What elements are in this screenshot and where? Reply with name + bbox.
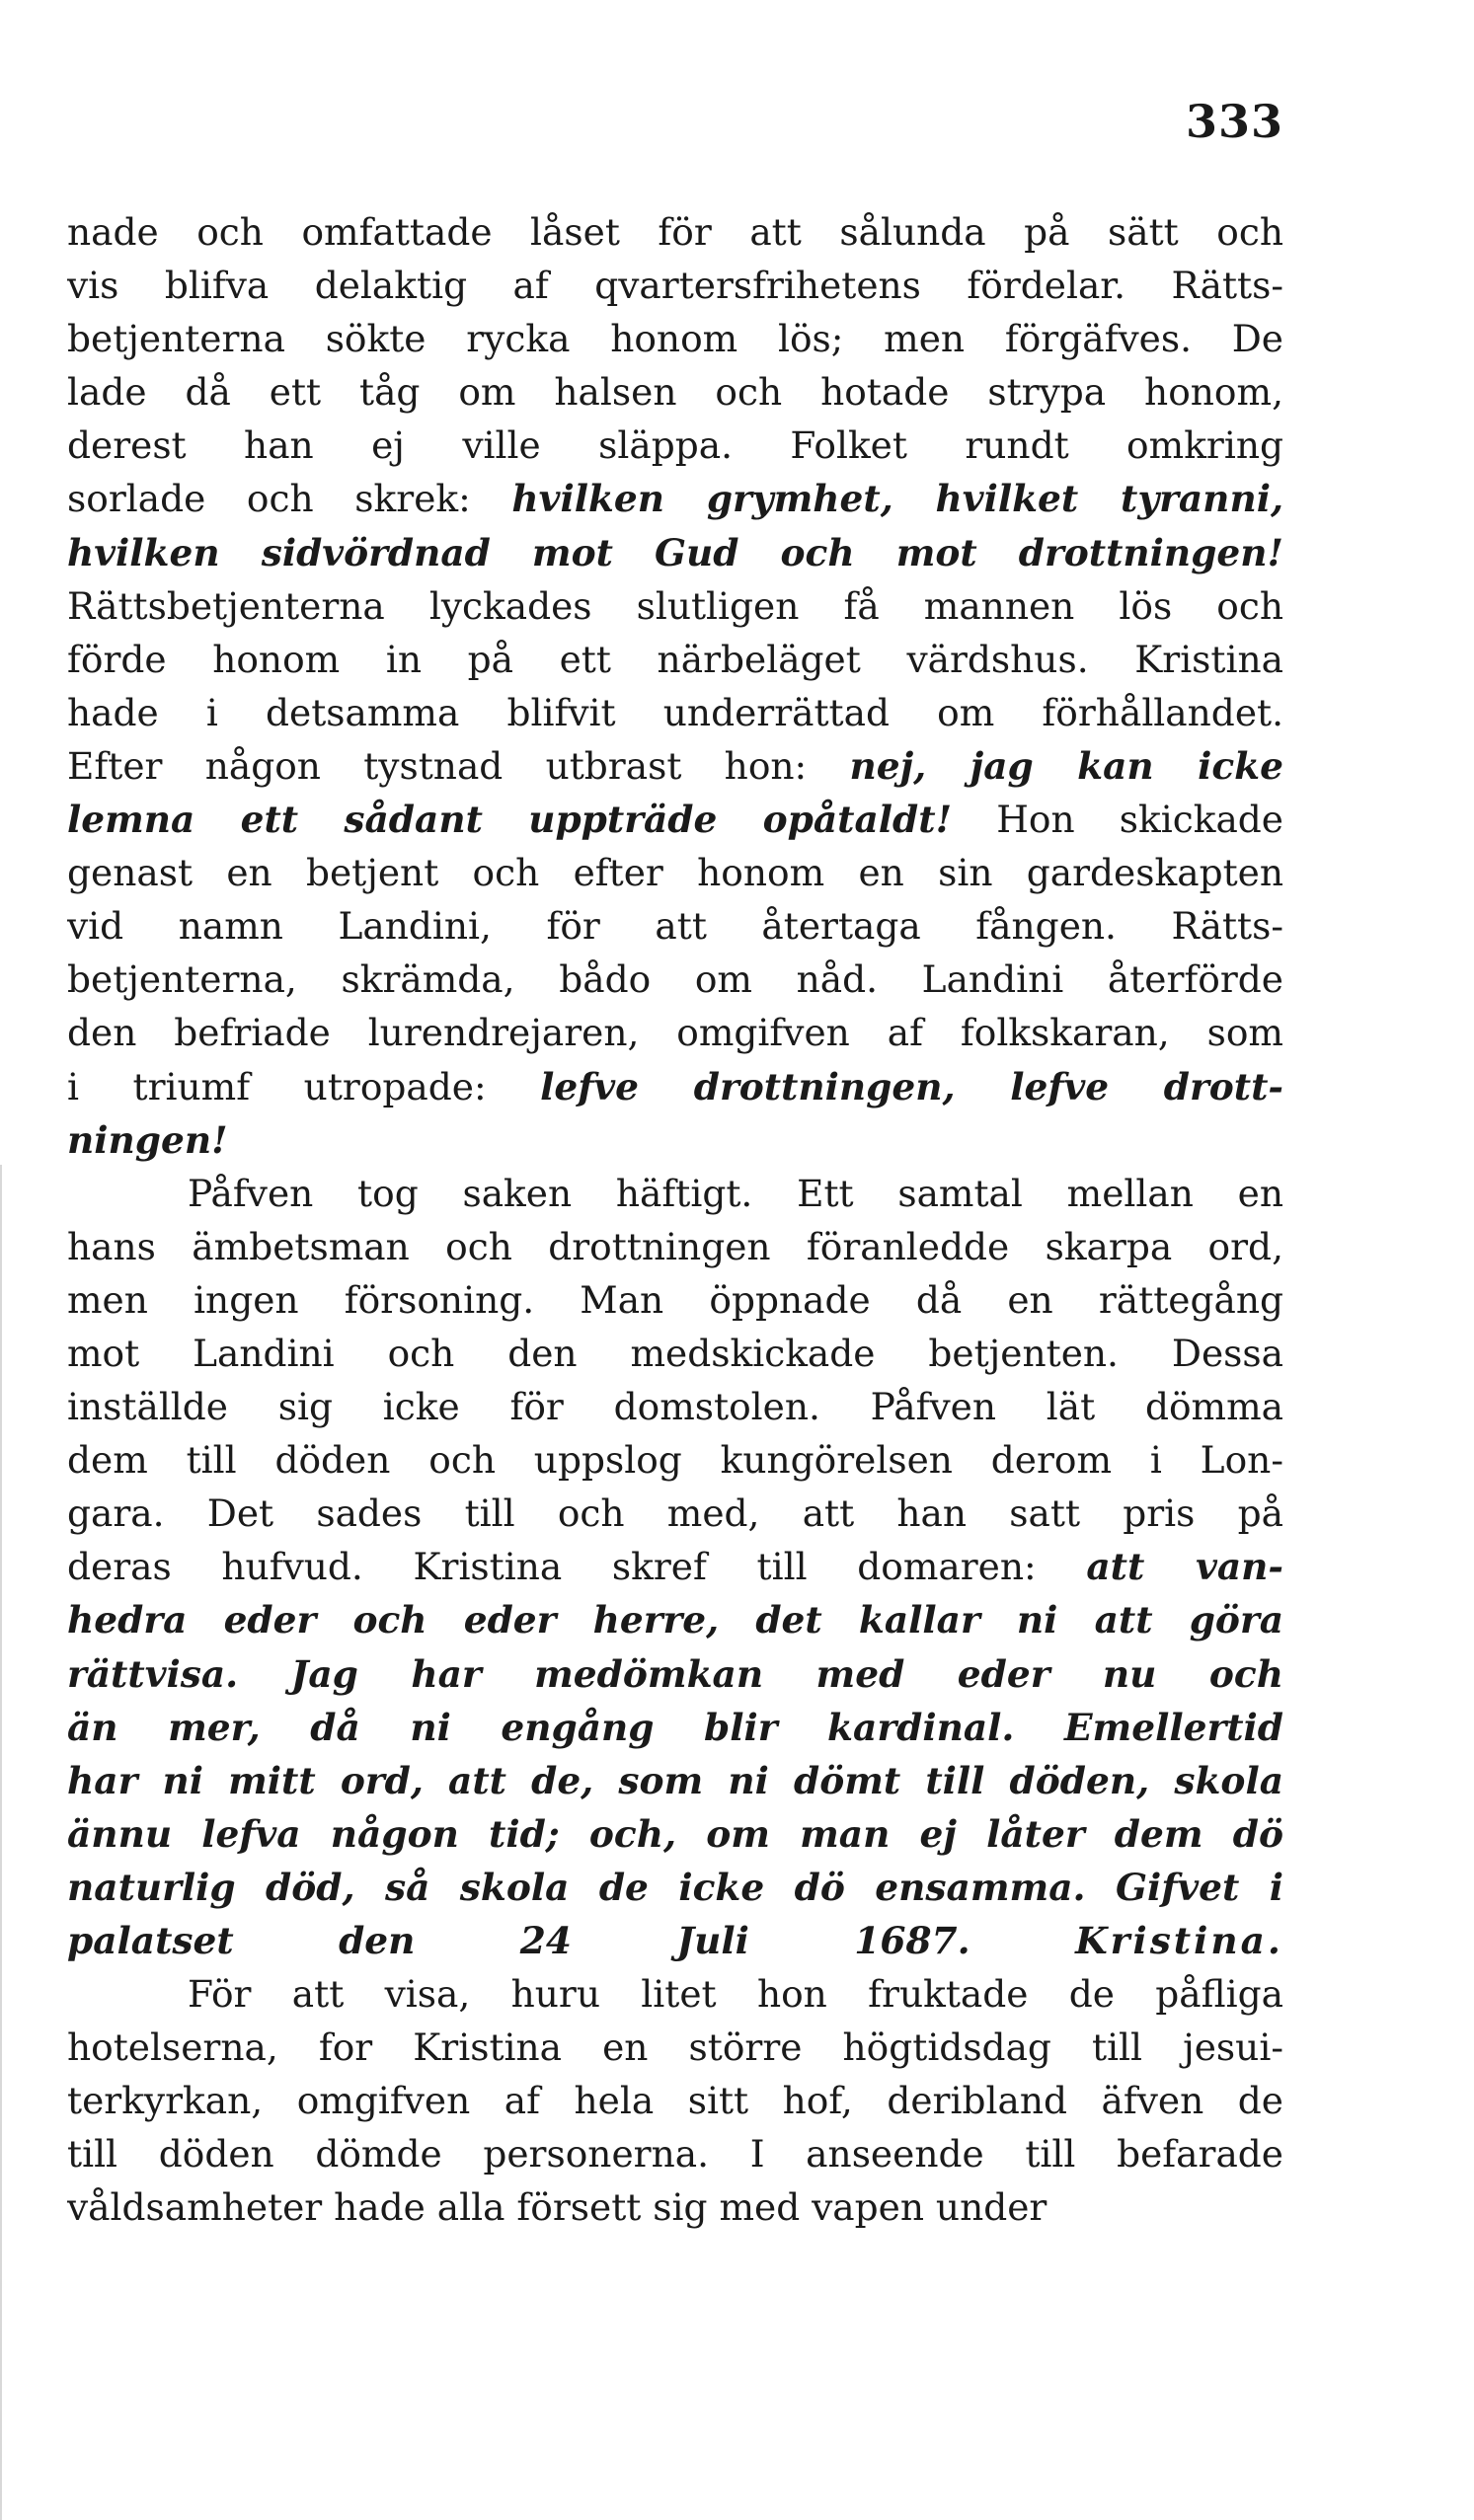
text-segment: vis blifva delaktig af qvartersfrihetens fördelar. Rätts- (67, 264, 1283, 308)
text-segment: vid namn Landini, för att återtaga fången. Rätts- (67, 904, 1283, 949)
text-line (67, 1167, 1283, 1220)
italic-text: lemna ett sådant uppträde opåtaldt! (67, 798, 953, 842)
text-segment: hade i detsamma blifvit underrättad om förhållandet. (67, 690, 1283, 734)
text-line (67, 472, 1283, 525)
text-line (67, 365, 1283, 419)
italic-text: hedra eder och eder herre, det kallar ni att göra (67, 1598, 1283, 1642)
text-segment: nade och omfattade låset för att sålunda på sätt och (67, 210, 1283, 254)
text-segment: hans ämbetsman och drottningen föranledde skarpa ord, (67, 1224, 1283, 1268)
text-line (67, 205, 1283, 259)
text-line (67, 953, 1283, 1006)
text-line (67, 793, 1283, 846)
text-line (67, 1220, 1283, 1273)
text-line (67, 1273, 1283, 1327)
italic-text: än mer, då ni engång blir kardinal. Emellertid (67, 1705, 1283, 1749)
text-segment: mot Landini och den medskickade betjenten. Dessa (67, 1331, 1283, 1375)
text-line (67, 2021, 1283, 2074)
text-line (67, 1967, 1283, 2021)
text-line (67, 1380, 1283, 1433)
text-segment: genast en betjent och efter honom en sin gardeskapten (67, 851, 1283, 895)
text-line (67, 1487, 1283, 1540)
text-segment: inställde sig icke för domstolen. Påfven lät dömma (67, 1385, 1283, 1429)
text-line (67, 2074, 1283, 2127)
text-segment: sorlade och skrek: (67, 477, 512, 521)
text-segment: Påfven tog saken häftigt. Ett samtal mellan en (188, 1171, 1283, 1215)
text-segment: betjenterna, skrämda, bådo om nåd. Landini återförde (67, 957, 1283, 1002)
text-line (67, 1647, 1283, 1701)
italic-text: lefve drottningen, lefve drott- (540, 1064, 1283, 1108)
italic-text: nej, jag kan icke (849, 743, 1283, 788)
italic-text: ningen! (67, 1117, 228, 1162)
italic-text: har ni mitt ord, att de, som ni dömt till döden, skola (67, 1758, 1283, 1802)
text-line (67, 2127, 1283, 2180)
italic-text: hvilken sidvördnad mot Gud och mot drottningen! (67, 530, 1283, 574)
italic-text: naturlig död, så skola de icke dö ensamma. Gifvet i (67, 1865, 1283, 1909)
text-line (67, 259, 1283, 312)
text-line (67, 899, 1283, 953)
text-segment: Hon skickade (952, 798, 1283, 842)
text-line (67, 1914, 1283, 1967)
body-text (67, 205, 1283, 2235)
text-line (67, 1540, 1283, 1593)
text-line (67, 1060, 1283, 1113)
text-line (67, 419, 1283, 472)
text-segment: men ingen försoning. Man öppnade då en rättegång (67, 1277, 1283, 1322)
text-segment: förde honom in på ett närbeläget värdshus. Kristina (67, 637, 1283, 681)
text-segment: lade då ett tåg om halsen och hotade strypa honom, (67, 370, 1283, 415)
text-line (67, 2180, 1283, 2234)
text-line (67, 526, 1283, 579)
italic-text: ännu lefva någon tid; och, om man ej låter dem dö (67, 1811, 1283, 1856)
text-segment: deras hufvud. Kristina skref till domaren: (67, 1545, 1087, 1589)
text-line (67, 1701, 1283, 1754)
text-line (67, 633, 1283, 686)
text-segment: i triumf utropade: (67, 1064, 541, 1108)
text-line (67, 1861, 1283, 1914)
text-segment: till döden dömde personerna. I anseende till befarade (67, 2132, 1283, 2176)
text-segment: dem till döden och uppslog kungörelsen derom i Lon- (67, 1438, 1283, 1483)
text-line (67, 739, 1283, 793)
text-line (67, 579, 1283, 633)
text-segment: hotelserna, for Kristina en större högtidsdag till jesui- (67, 2025, 1283, 2070)
text-line (67, 1433, 1283, 1487)
text-segment: Rättsbetjenterna lyckades slutligen få mannen lös och (67, 583, 1283, 628)
text-line (67, 312, 1283, 365)
page-number: 333 (1185, 95, 1283, 148)
text-segment: betjenterna sökte rycka honom lös; men förgäfves. De (67, 317, 1283, 361)
text-segment: den befriade lurendrejaren, omgifven af folkskaran, som (67, 1011, 1283, 1055)
text-segment: derest han ej ville släppa. Folket rundt omkring (67, 423, 1283, 468)
text-segment: Efter någon tystnad utbrast hon: (67, 743, 850, 788)
italic-text: rättvisa. Jag har medömkan med eder nu och (67, 1651, 1283, 1696)
italic-text: hvilken grymhet, hvilket tyranni, (511, 477, 1283, 521)
text-line (67, 1006, 1283, 1059)
italic-text: att van- (1086, 1545, 1283, 1589)
italic-text: palatset den 24 Juli 1687. (67, 1919, 1076, 1962)
text-line (67, 1113, 1283, 1167)
text-line (67, 1754, 1283, 1807)
italic-text: Kristina. (1075, 1919, 1283, 1962)
text-segment: För att visa, huru litet hon fruktade de påfliga (188, 1972, 1283, 2017)
text-line (67, 1807, 1283, 1861)
text-segment: gara. Det sades till och med, att han satt pris på (67, 1491, 1283, 1536)
text-line (67, 846, 1283, 899)
text-line (67, 686, 1283, 739)
text-line (67, 1327, 1283, 1380)
text-segment: våldsamheter hade alla försett sig med vapen under (67, 2185, 1047, 2230)
text-line (67, 1593, 1283, 1646)
page-edge-shadow (0, 1165, 2, 2520)
text-segment: terkyrkan, omgifven af hela sitt hof, deribland äfven de (67, 2079, 1283, 2123)
